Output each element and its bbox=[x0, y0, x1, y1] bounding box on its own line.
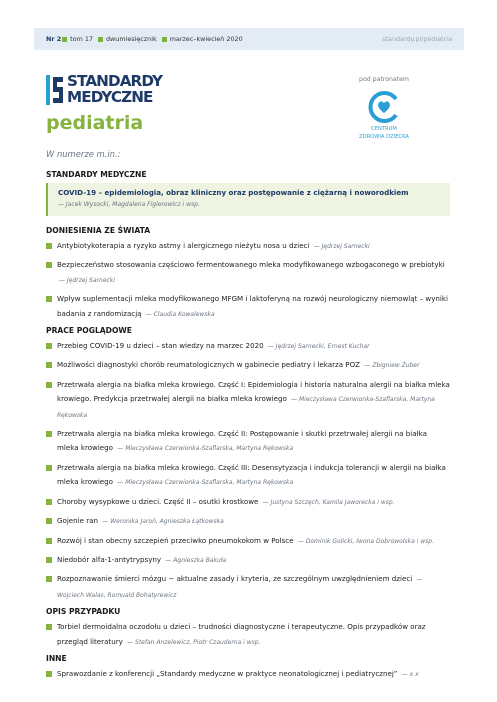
bullet-square-icon bbox=[162, 37, 167, 42]
article-item[interactable] bbox=[46, 620, 450, 650]
article-title: Sprawozdanie z konferencji „Standardy medyczne w praktyce neonatologicznej i pediatrycznej” bbox=[57, 668, 398, 678]
volume-label: tom 17 bbox=[70, 35, 93, 43]
patronage-label: pod patronatem bbox=[359, 76, 409, 83]
article-authors: — Justyna Szczęch, Kamila Jaworecka i wsp. bbox=[262, 498, 395, 506]
article-item[interactable] bbox=[46, 378, 450, 423]
article-title: Wpływ suplementacji mleka modyfikowanego MFGM i laktoferyną na rozwój neurologiczny niemowląt – wyniki badania z randomizacją bbox=[57, 294, 448, 318]
article-authors: — Weronika Jaroń, Agnieszka Łątkowska bbox=[102, 518, 224, 526]
article-title: Przebieg COVID-19 u dzieci – stan wiedzy na marzec 2020 bbox=[57, 341, 264, 351]
featured-article-title: COVID-19 – epidemiologia, obraz kliniczny oraz postępowanie z ciężarną i noworodkiem bbox=[58, 188, 409, 197]
article-title: Gojenie ran bbox=[57, 516, 99, 526]
article-title: Przetrwała alergia na białka mleka krowiego. Część III: Desensytyzacja i indukcja tolerancji w alergii na białka mleka krowiego bbox=[57, 462, 446, 487]
article-item[interactable] bbox=[46, 358, 450, 373]
website-link[interactable]: standardy.pl/pediatria bbox=[382, 35, 452, 43]
article-item[interactable] bbox=[46, 667, 450, 682]
journal-title: pediatria bbox=[46, 112, 144, 134]
section-title: INNE bbox=[46, 653, 67, 663]
bullet-square-icon bbox=[98, 37, 103, 42]
section-title: DONIESIENIA ZE ŚWIATA bbox=[46, 226, 151, 235]
article-item[interactable] bbox=[46, 427, 450, 457]
article-title: Możliwości diagnostyki chorób reumatologicznych w gabinecie pediatry i lekarza POZ bbox=[57, 360, 361, 370]
article-item[interactable] bbox=[46, 553, 450, 568]
issue-number: Nr 2 bbox=[46, 35, 62, 43]
article-item[interactable] bbox=[46, 534, 450, 549]
logo-line-2: MEDYCZNE bbox=[67, 87, 153, 106]
article-item[interactable] bbox=[46, 514, 450, 529]
article-title: Torbiel dermoidalna oczodołu u dzieci – trudności diagnostyczne i terapeutyczne. Opis przypadków oraz przegląd literatury bbox=[57, 622, 426, 646]
article-title: Niedobór alfa-1-antytrypsyny bbox=[57, 554, 162, 564]
patron-org-line-2: ZDROWIA DZIECKA bbox=[359, 134, 409, 140]
patronage-block bbox=[350, 76, 418, 141]
article-item[interactable] bbox=[46, 339, 450, 354]
article-title: Bezpieczeństwo stosowania częściowo fermentowanego mleka modyfikowanego wzbogaconego w prebiotyki bbox=[57, 260, 445, 270]
article-item[interactable] bbox=[46, 292, 450, 322]
article-authors: — Zbigniew Żuber bbox=[364, 362, 420, 370]
logo-mark-icon bbox=[46, 74, 64, 105]
table-of-contents bbox=[46, 149, 450, 686]
article-item[interactable] bbox=[46, 239, 450, 254]
article-authors: — Jędrzej Sarnecki bbox=[59, 276, 115, 284]
article-authors: — Dominik Golicki, Iwona Dobrowolska i wsp. bbox=[297, 537, 435, 545]
article-title: Przetrwała alergia na białka mleka krowiego. Część II: Postępowanie i skutki przetrwałej alergii na białka mleka krowiego bbox=[57, 429, 427, 453]
article-authors: — Wojciech Walas, Romuald Bohatyrewicz bbox=[57, 576, 423, 599]
logo-line-1: STANDARDY bbox=[67, 72, 163, 90]
article-title: Choroby wysypkowe u dzieci. Część II – osutki krostkowe bbox=[57, 496, 259, 506]
article-title: Rozpoznawanie śmierci mózgu − aktualne zasady i kryteria, ze szczególnym uwzględnieniem dzieci bbox=[57, 574, 413, 584]
article-item[interactable] bbox=[46, 258, 450, 288]
frequency-label: dwumiesięcznik bbox=[105, 35, 157, 43]
article-authors: — Jędrzej Sarnecki bbox=[313, 243, 370, 250]
article-authors: — Mieczysława Czerwionka-Szaflarska, Martyna Rękowska bbox=[117, 445, 294, 453]
article-title: Przetrwała alergia na białka mleka krowiego. Część I: Epidemiologia i historia naturalna alergii na białka mleka krowiego. Predykcja przetrwałej alergii na białka mleka krowiego bbox=[57, 379, 450, 404]
article-authors: — Stefan Anzelewicz, Piotr Czauderna i wsp. bbox=[127, 638, 261, 646]
article-item[interactable] bbox=[46, 572, 450, 603]
article-authors: — Mieczysława Czerwionka-Szaflarska, Martyna Rękowska bbox=[57, 396, 435, 419]
issue-date: marzec–kwiecień 2020 bbox=[169, 35, 243, 43]
article-authors: — Claudia Kowalewska bbox=[145, 310, 215, 318]
article-authors: — Jędrzej Sarnecki, Ernest Kuchar bbox=[267, 343, 370, 351]
heart-c-logo-icon bbox=[366, 89, 402, 125]
article-authors: — x x bbox=[401, 670, 419, 678]
article-authors: — Agnieszka Bakuła bbox=[165, 556, 227, 564]
article-title: Rozwój i stan obecny szczepień przeciwko pneumokokom w Polsce bbox=[57, 535, 294, 545]
article-authors: — Mieczysława Czerwionka-Szaflarska, Martyna Rękowska bbox=[117, 479, 294, 487]
section-title: STANDARDY MEDYCZNE bbox=[46, 170, 147, 179]
article-item[interactable] bbox=[46, 461, 450, 491]
patron-org-line-1: CENTRUM bbox=[371, 126, 397, 132]
standardy-medyczne-logo bbox=[46, 74, 162, 105]
section-title: PRACE POGLĄDOWE bbox=[46, 326, 132, 336]
featured-article[interactable] bbox=[46, 183, 450, 216]
article-title: Antybiotykoterapia a ryzyko astmy i alergicznego nieżytu nosa u dzieci bbox=[57, 241, 310, 250]
section-title: OPIS PRZYPADKU bbox=[46, 607, 121, 617]
featured-article-authors: — Jacek Wysocki, Magdalena Figlerowicz i wsp. bbox=[58, 201, 200, 208]
toc-intro: W numerze m.in.: bbox=[46, 149, 121, 159]
bullet-square-icon bbox=[62, 37, 67, 42]
article-item[interactable] bbox=[46, 495, 450, 510]
issue-info-bar bbox=[34, 28, 464, 50]
